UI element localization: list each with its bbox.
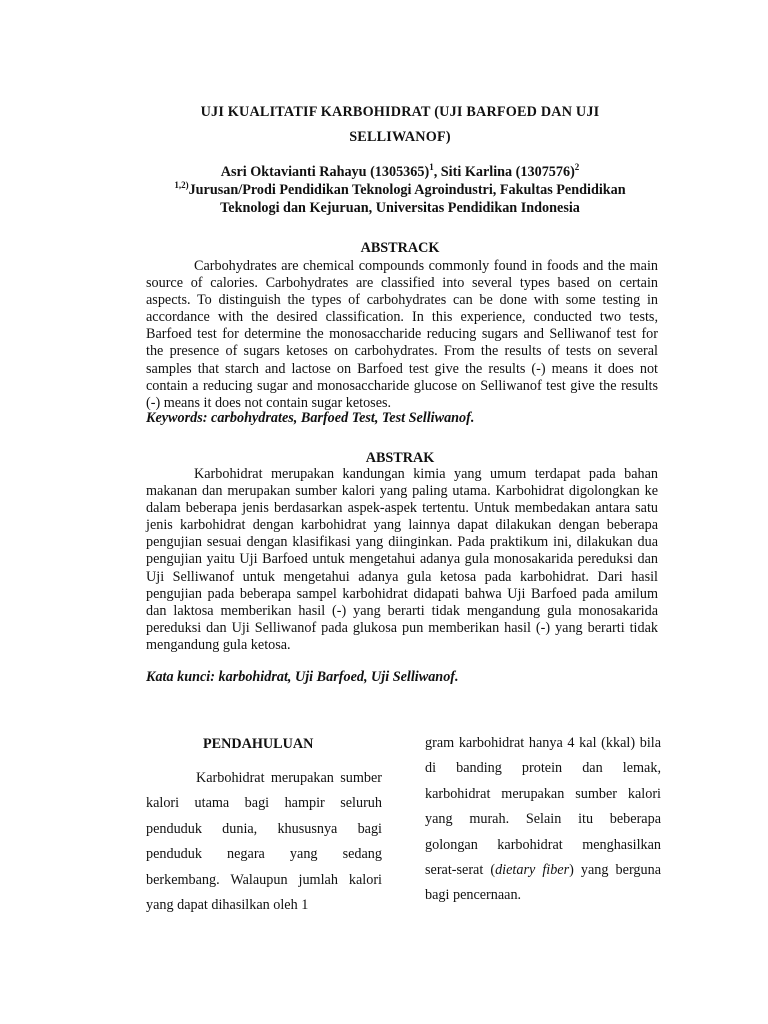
section-heading-pendahuluan: PENDAHULUAN xyxy=(203,736,314,752)
affiliation xyxy=(150,182,650,217)
paper-title-line-2: SELLIWANOF) xyxy=(349,129,451,145)
intro-right-column xyxy=(425,731,661,909)
affiliation-line-1: Jurusan/Prodi Pendidikan Teknologi Agroindustri, Fakultas Pendidikan xyxy=(188,182,626,198)
intro-left-column: Karbohidrat merupakan sumber kalori utama bagi hampir seluruh penduduk dunia, khususnya bagi penduduk negara yang sedang berkembang. Walaupun jumlah kalori yang dapat dihasilkan oleh 1 xyxy=(146,770,382,914)
paper-title-line-1: UJI KUALITATIF KARBOHIDRAT (UJI BARFOED DAN UJI xyxy=(200,104,600,120)
author-1-name: Asri Oktavianti Rahayu (1305365) xyxy=(220,164,430,180)
author-2-superscript: 2 xyxy=(574,162,580,172)
abstract-en-heading: ABSTRACK xyxy=(360,240,440,256)
author-2-name: Siti Karlina (1307576) xyxy=(440,164,575,180)
author-separator: , xyxy=(433,164,441,180)
affiliation-line-2: Teknologi dan Kejuruan, Universitas Pendidikan Indonesia xyxy=(220,199,580,216)
abstract-en-keywords: Keywords: carbohydrates, Barfoed Test, Test Selliwanof. xyxy=(146,410,475,426)
author-line xyxy=(150,164,650,181)
abstract-id-body: Karbohidrat merupakan kandungan kimia yang umum terdapat pada bahan makanan dan merupakan sumber kalori yang paling utama. Karbohidrat digolongkan ke dalam beberapa jenis berdasarkan aspek-aspek tertentu. Untuk membedakan antara satu jenis karbohidrat dengan karbohidrat yang lainnya dapat dilakukan dengan beberapa pengujian sesuai dengan klasifikasi yang diinginkan. Pada praktikum ini, dilakukan dua pengujian yaitu Uji Barfoed untuk mengetahui adanya gula monosakarida pereduksi dan Uji Selliwanof untuk mengetahui adanya gula ketosa pada karbohidrat. Dari hasil pengujian pada beberapa sampel karbohidrat didapati bahwa Uji Barfoed pada amilum dan laktosa memberikan hasil (-) yang berarti tidak mengandung gula monosakarida pereduksi dan Uji Selliwanof pada glukosa pun memberikan hasil (-) yang berarti tidak mengandung gula ketosa. xyxy=(146,466,658,653)
affiliation-superscript: 1,2) xyxy=(174,180,189,190)
abstract-id-keywords: Kata kunci: karbohidrat, Uji Barfoed, Uji Selliwanof. xyxy=(146,669,459,685)
abstract-id-heading: ABSTRAK xyxy=(365,450,435,466)
intro-right-italic-term: dietary fiber xyxy=(495,862,570,879)
intro-right-text-a: gram karbohidrat hanya 4 kal (kkal) bila di banding protein dan lemak, karbohidrat merupakan sumber kalori yang murah. Selain itu beberapa golongan karbohidrat menghasilkan serat-serat ( xyxy=(425,735,661,879)
intro-right-text-b: ) yang berguna bagi pencernaan. xyxy=(425,862,661,904)
abstract-en-body: Carbohydrates are chemical compounds commonly found in foods and the main source of calories. Carbohydrates are classified into several types based on certain aspects. To distinguish the types of carbohydrates can be done with some testing in accordance with the desired classification. In this experience, conducted two tests, Barfoed test for determine the monosaccharide reducing sugars and Selliwanof test for the presence of sugars ketoses on carbohydrates. From the results of tests on several samples that starch and lactose on Barfoed test give the results (-) means it does not contain a reducing sugar and monosaccharide glucose on Selliwanof test give the results (-) means it does not contain sugar ketoses. xyxy=(146,258,658,411)
author-1-superscript: 1 xyxy=(429,162,434,172)
